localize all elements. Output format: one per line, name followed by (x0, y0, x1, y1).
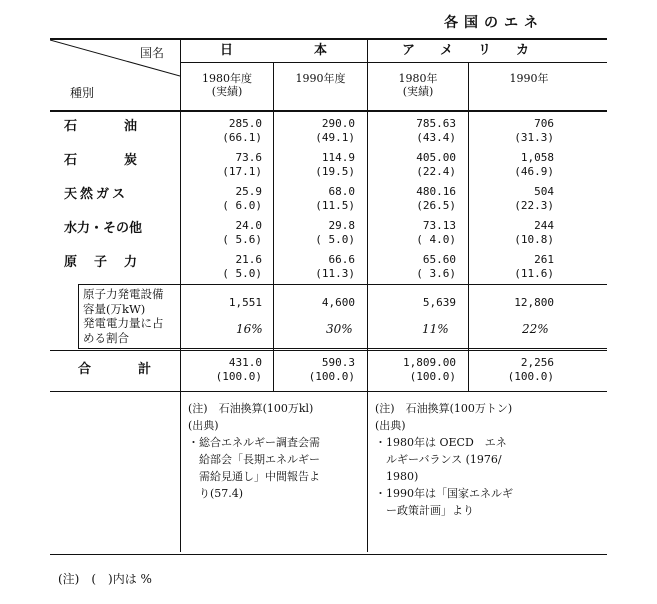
percent: (26.5) (416, 198, 456, 212)
nuclear-sub-label (83, 287, 164, 345)
energy-table (50, 38, 607, 555)
corner-kind-label: 種別 (70, 86, 95, 100)
note-line: (出典) (188, 419, 219, 432)
col-header-line1: 1990年 (509, 72, 549, 85)
cell-gas-us1980 (380, 185, 456, 212)
value: 261 (534, 253, 554, 266)
percent: ( 4.0) (416, 232, 456, 246)
notes-america (375, 400, 603, 519)
notes-japan (188, 400, 364, 502)
col-header-jp-1990 (274, 72, 367, 85)
value: 24.0 (235, 219, 262, 232)
nuclear-share-us1980: 11% (422, 322, 449, 336)
percent: (100.0) (308, 369, 355, 383)
cell-coal-us1980 (380, 151, 456, 178)
value: 114.9 (321, 151, 355, 164)
cell-oil-jp1980 (200, 117, 262, 144)
col-header-line1: 1980年 (398, 72, 438, 85)
value: 405.00 (416, 151, 456, 164)
value: 2,256 (520, 356, 554, 369)
value: 244 (534, 219, 554, 232)
percent: ( 5.0) (315, 232, 355, 246)
nuclear-label-line: める割合 (83, 330, 129, 345)
col-header-line2: (実績) (402, 85, 434, 98)
cell-hydro-us1980 (380, 219, 456, 246)
cell-nuclear-jp1990 (293, 253, 355, 280)
percent: (100.0) (507, 369, 554, 383)
cell-total-jp1990 (293, 356, 355, 383)
percent: ( 6.0) (222, 198, 262, 212)
nuclear-capacity-jp1980: 1,551 (228, 296, 262, 309)
cell-hydro-us1990 (490, 219, 554, 246)
cell-total-us1990 (490, 356, 554, 383)
value: 590.3 (321, 356, 355, 369)
value: 21.6 (235, 253, 262, 266)
percent: (11.6) (514, 266, 554, 280)
cell-coal-jp1990 (293, 151, 355, 178)
header-bottom-line (50, 110, 607, 112)
note-line: (注) 石油換算(100万kl) (188, 402, 314, 415)
note-line: 1980) (375, 470, 419, 483)
note-line: ・1990年は「国家エネルギ (375, 487, 513, 500)
percent: (22.4) (416, 164, 456, 178)
cell-hydro-jp1990 (293, 219, 355, 246)
value: 73.13 (422, 219, 456, 232)
col-divider-label (180, 40, 181, 552)
value: 504 (534, 185, 554, 198)
row-label-nuclear: 原 子 力 (64, 255, 140, 270)
cell-coal-jp1980 (200, 151, 262, 178)
cell-oil-us1990 (490, 117, 554, 144)
footnote: (注) ( )内は % (58, 572, 152, 586)
nuclear-label-line: 発電電力量に占 (83, 316, 164, 330)
cell-coal-us1990 (490, 151, 554, 178)
col-header-us-1990 (469, 72, 589, 85)
nuclear-label-line: 原子力発電設備 (83, 287, 164, 301)
nuclear-top-line (78, 284, 607, 285)
total-top-line (50, 350, 607, 351)
cell-nuclear-jp1980 (200, 253, 262, 280)
nuclear-capacity-jp1990: 4,600 (321, 296, 355, 309)
value: 706 (534, 117, 554, 130)
nuclear-bottom-line (78, 348, 607, 349)
percent: (11.5) (315, 198, 355, 212)
japan-header-a: 日 (220, 43, 236, 58)
value: 65.60 (422, 253, 456, 266)
value: 1,058 (520, 151, 554, 164)
percent: (19.5) (315, 164, 355, 178)
col-header-line2: (実績) (211, 85, 243, 98)
note-line: 給部会「長期エネルギー (188, 453, 320, 466)
value: 480.16 (416, 185, 456, 198)
nuclear-capacity-us1980: 5,639 (422, 296, 456, 309)
row-label-oil: 石 油 (64, 119, 140, 134)
percent: (66.1) (222, 130, 262, 144)
country-header-line (180, 62, 607, 63)
percent: (43.4) (416, 130, 456, 144)
col-header-jp-1980 (181, 72, 273, 98)
note-line: ・1980年は OECD エネ (375, 436, 507, 449)
percent: (31.3) (514, 130, 554, 144)
note-line: (出典) (375, 419, 406, 432)
cell-oil-us1980 (380, 117, 456, 144)
value: 290.0 (321, 117, 355, 130)
row-label-total: 合 計 (78, 362, 154, 377)
percent: (17.1) (222, 164, 262, 178)
cell-gas-jp1980 (200, 185, 262, 212)
col-header-line1: 1980年度 (202, 72, 252, 85)
cell-oil-jp1990 (293, 117, 355, 144)
percent: (10.8) (514, 232, 554, 246)
row-label-gas: 天然ガス (64, 187, 129, 202)
row-label-hydro: 水力・その他 (64, 221, 143, 236)
percent: ( 3.6) (416, 266, 456, 280)
percent: (100.0) (215, 369, 262, 383)
cell-gas-us1990 (490, 185, 554, 212)
nuclear-share-us1990: 22% (522, 322, 549, 336)
col-header-line1: 1990年度 (295, 72, 346, 85)
value: 66.6 (328, 253, 355, 266)
col-divider-countries (367, 40, 368, 552)
note-line: り(57.4) (188, 487, 244, 500)
note-line: ・総合エネルギー調査会需 (188, 436, 320, 449)
page-title: 各国のエネ (444, 15, 544, 31)
nuclear-label-line: 容量(万kW) (83, 301, 146, 316)
nuclear-share-jp1980: 16% (236, 322, 263, 336)
percent: (100.0) (409, 369, 456, 383)
cell-nuclear-us1980 (380, 253, 456, 280)
nuclear-capacity-us1990: 12,800 (514, 296, 554, 309)
value: 25.9 (235, 185, 262, 198)
cell-gas-jp1990 (293, 185, 355, 212)
percent: (22.3) (514, 198, 554, 212)
percent: ( 5.6) (222, 232, 262, 246)
value: 431.0 (228, 356, 262, 369)
note-line: 需給見通し」中間報告よ (188, 470, 320, 483)
nuclear-box-left (78, 284, 79, 348)
value: 785.63 (416, 117, 456, 130)
row-label-coal: 石 炭 (64, 153, 140, 168)
value: 285.0 (228, 117, 262, 130)
percent: (11.3) (315, 266, 355, 280)
percent: ( 5.0) (222, 266, 262, 280)
percent: (49.1) (315, 130, 355, 144)
col-header-us-1980 (368, 72, 468, 98)
percent: (46.9) (514, 164, 554, 178)
america-header: ア メ リ カ (402, 43, 536, 58)
cell-total-us1980 (380, 356, 456, 383)
cell-hydro-jp1980 (200, 219, 262, 246)
note-line: ー政策計画」より (375, 504, 474, 517)
corner-country-label: 国名 (140, 46, 165, 60)
nuclear-share-jp1990: 30% (326, 322, 353, 336)
value: 1,809.00 (403, 356, 456, 369)
value: 68.0 (328, 185, 355, 198)
note-line: (注) 石油換算(100万トン) (375, 402, 513, 415)
value: 73.6 (235, 151, 262, 164)
total-bottom-line (50, 391, 607, 392)
cell-total-jp1980 (200, 356, 262, 383)
cell-nuclear-us1990 (490, 253, 554, 280)
value: 29.8 (328, 219, 355, 232)
japan-header-b: 本 (314, 43, 330, 58)
note-line: ルギーバランス (1976/ (375, 453, 502, 466)
